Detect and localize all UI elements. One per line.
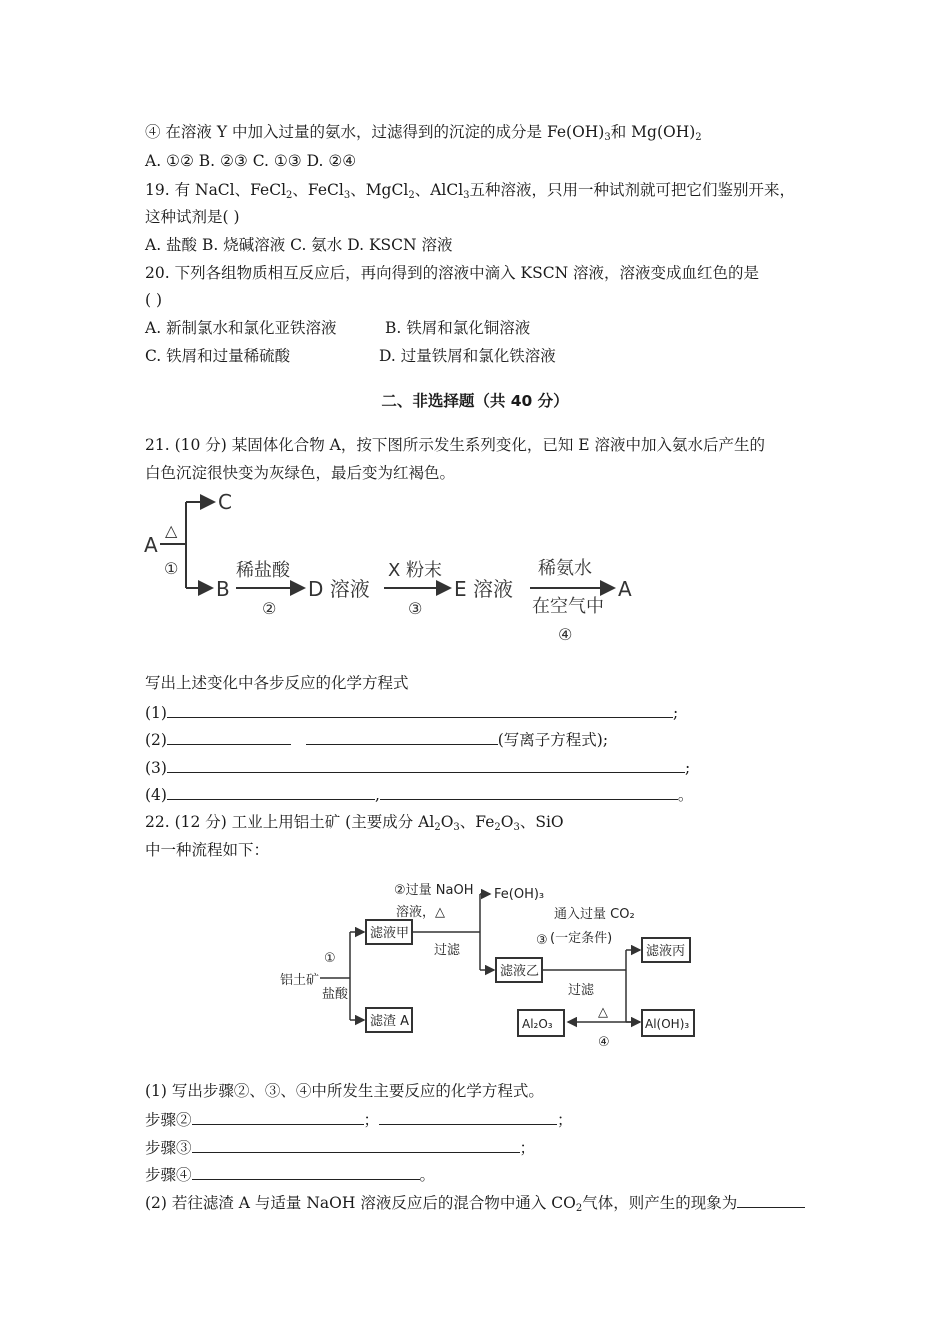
answer-label: (3) xyxy=(145,759,167,777)
q19-text: 19. 有 NaCl、FeCl xyxy=(145,181,287,199)
heat-symbol: △ xyxy=(165,521,178,540)
answer-punct: ； xyxy=(557,1111,573,1129)
q20-choices-row1 xyxy=(145,318,531,338)
filtrate-a-label: 滤液甲 xyxy=(370,926,410,941)
flow-step-1: ① xyxy=(324,951,336,966)
compound-a: A xyxy=(144,533,158,557)
answer-punct: ; xyxy=(672,704,679,722)
bauxite-label: 铝土矿 xyxy=(280,973,320,988)
q21-answer-1 xyxy=(145,702,678,723)
q22-sub-question-2 xyxy=(145,1192,805,1213)
answer-blank[interactable] xyxy=(192,1164,420,1180)
q21-prompt: 写出上述变化中各步反应的化学方程式 xyxy=(145,674,409,692)
subscript: 3 xyxy=(604,132,611,143)
reagent-4-top: 稀氨水 xyxy=(538,558,592,579)
q20-stem-cont: ( ) xyxy=(145,291,163,309)
q18-choices: A. ①② B. ②③ C. ①③ D. ②④ xyxy=(145,152,357,170)
answer-blank[interactable] xyxy=(167,729,291,745)
step-3-reagent: 通入过量 CO₂ xyxy=(554,907,635,922)
answer-punct: 。 xyxy=(419,1166,436,1184)
reagent-4-bottom: 在空气中 xyxy=(532,596,604,617)
q18-option-4 xyxy=(145,122,702,142)
compound-a-end: A xyxy=(618,577,632,601)
q22-text: O xyxy=(500,813,514,831)
q19-text: 、AlCl xyxy=(414,181,464,199)
answer-blank[interactable] xyxy=(192,1137,520,1153)
answer-blank[interactable] xyxy=(167,784,375,800)
answer-blank[interactable] xyxy=(380,784,678,800)
answer-blank[interactable] xyxy=(737,1192,805,1208)
q21-reaction-diagram xyxy=(140,486,660,656)
q22-stem-cont: 中一种流程如下： xyxy=(145,841,270,859)
step-2-reagent: ②过量 NaOH xyxy=(394,883,474,898)
q22-step-2-answer xyxy=(145,1109,573,1130)
al2o3-label: Al₂O₃ xyxy=(522,1017,553,1031)
q22-text: 、Fe xyxy=(459,813,495,831)
acid-label: 盐酸 xyxy=(322,987,349,1002)
subscript: 2 xyxy=(286,190,293,201)
compound-b: B xyxy=(216,577,230,601)
q19-text: 、FeCl xyxy=(292,181,344,199)
reagent-3: X 粉末 xyxy=(388,560,443,581)
answer-label: 步骤② xyxy=(145,1111,192,1129)
subscript: 2 xyxy=(494,822,501,833)
step-3-condition: (一定条件) xyxy=(550,931,613,946)
q22-sub-question-1: (1) 写出步骤②、③、④中所发生主要反应的化学方程式。 xyxy=(145,1082,544,1100)
q22-step-4-answer xyxy=(145,1164,435,1185)
answer-punct: 。 xyxy=(677,786,694,804)
step-4-label: ④ xyxy=(558,625,573,644)
filtrate-b-label: 滤液乙 xyxy=(500,964,540,979)
q20-choice-a: A. 新制氯水和氯化亚铁溶液 xyxy=(145,319,337,337)
subscript: 2 xyxy=(434,822,441,833)
q22-stem xyxy=(145,812,564,832)
q19-choices: A. 盐酸 B. 烧碱溶液 C. 氨水 D. KSCN 溶液 xyxy=(145,236,453,254)
solution-d: D 溶液 xyxy=(308,577,370,601)
subscript: 3 xyxy=(463,190,470,201)
q21-answer-2 xyxy=(145,729,608,750)
q19-stem-cont: 这种试剂是( ) xyxy=(145,208,240,226)
filter-2-label: 过滤 xyxy=(568,983,595,998)
answer-label: (4) xyxy=(145,786,167,804)
q21-stem-cont: 白色沉淀很快变为灰绿色，最后变为红褐色。 xyxy=(145,464,456,482)
answer-blank[interactable] xyxy=(167,702,673,718)
answer-blank[interactable] xyxy=(306,729,498,745)
answer-blank[interactable] xyxy=(192,1109,364,1125)
step-3-label: ③ xyxy=(408,599,423,618)
subscript: 2 xyxy=(575,1203,583,1214)
fe-oh3-label: Fe(OH)₃ xyxy=(494,887,545,902)
residue-a-label: 滤渣 A xyxy=(370,1014,410,1029)
q20-choice-c: C. 铁屑和过量稀硫酸 xyxy=(145,347,291,365)
answer-punct: , xyxy=(374,786,380,804)
q21-answer-4 xyxy=(145,784,693,805)
answer-punct: ; xyxy=(684,759,691,777)
q22-process-flow xyxy=(278,870,698,1060)
q19-text: 、MgCl xyxy=(350,181,409,199)
filter-1-label: 过滤 xyxy=(434,943,461,958)
solution-e: E 溶液 xyxy=(454,577,513,601)
answer-blank[interactable] xyxy=(379,1109,557,1125)
step-2-condition: 溶液，△ xyxy=(396,905,445,920)
q22-q2-text: 气体，则产生的现象为 xyxy=(582,1194,738,1212)
al-oh3-label: Al(OH)₃ xyxy=(645,1017,690,1031)
step-4-label: ④ xyxy=(598,1035,610,1050)
heat-symbol: △ xyxy=(598,1005,608,1020)
answer-punct: ； xyxy=(519,1139,536,1157)
q19-text: 五种溶液，只用一种试剂就可把它们鉴别开来， xyxy=(469,181,796,199)
q22-text: 、SiO xyxy=(519,813,564,831)
q21-answer-3 xyxy=(145,757,690,778)
step-2-label: ② xyxy=(262,599,277,618)
q22-q2-text: (2) 若往滤渣 A 与适量 NaOH 溶液反应后的混合物中通入 CO xyxy=(145,1194,576,1212)
subscript: 2 xyxy=(408,190,415,201)
subscript: 3 xyxy=(513,822,520,833)
subscript: 3 xyxy=(453,822,460,833)
q20-choice-b: B. 铁屑和氯化铜溶液 xyxy=(385,319,531,337)
filtrate-c-label: 滤液丙 xyxy=(646,944,686,959)
step-1-label: ① xyxy=(164,559,179,578)
answer-label: (1) xyxy=(145,704,167,722)
subscript: 2 xyxy=(695,132,702,143)
answer-punct: ； xyxy=(363,1111,380,1129)
answer-label: 步骤④ xyxy=(145,1166,192,1184)
q19-stem xyxy=(145,180,795,200)
q20-stem: 20. 下列各组物质相互反应后，再向得到的溶液中滴入 KSCN 溶液，溶液变成血红色的是 xyxy=(145,264,760,282)
section-title: 二、非选择题（共 40 分） xyxy=(381,392,569,410)
step-3-label: ③ xyxy=(536,933,548,948)
q22-text: O xyxy=(440,813,454,831)
compound-c: C xyxy=(218,490,232,514)
q21-stem: 21. (10 分) 某固体化合物 A，按下图所示发生系列变化，已知 E 溶液中加入氨水后产生的 xyxy=(145,436,766,454)
q20-choices-row2 xyxy=(145,346,556,366)
q18-opt4-text: ④ 在溶液 Y 中加入过量的氨水，过滤得到的沉淀的成分是 Fe(OH) xyxy=(145,123,605,141)
answer-note: (写离子方程式); xyxy=(497,731,609,749)
q20-choice-d: D. 过量铁屑和氯化铁溶液 xyxy=(379,347,556,365)
subscript: 3 xyxy=(343,190,351,201)
answer-label: (2) xyxy=(145,731,167,749)
q22-text: 22. (12 分) 工业上用铝土矿 (主要成分 Al xyxy=(145,813,435,831)
answer-label: 步骤③ xyxy=(145,1139,192,1157)
q18-opt4-text: 和 Mg(OH) xyxy=(610,123,696,141)
answer-blank[interactable] xyxy=(167,757,685,773)
q22-step-3-answer xyxy=(145,1137,535,1158)
reagent-2: 稀盐酸 xyxy=(236,560,290,581)
